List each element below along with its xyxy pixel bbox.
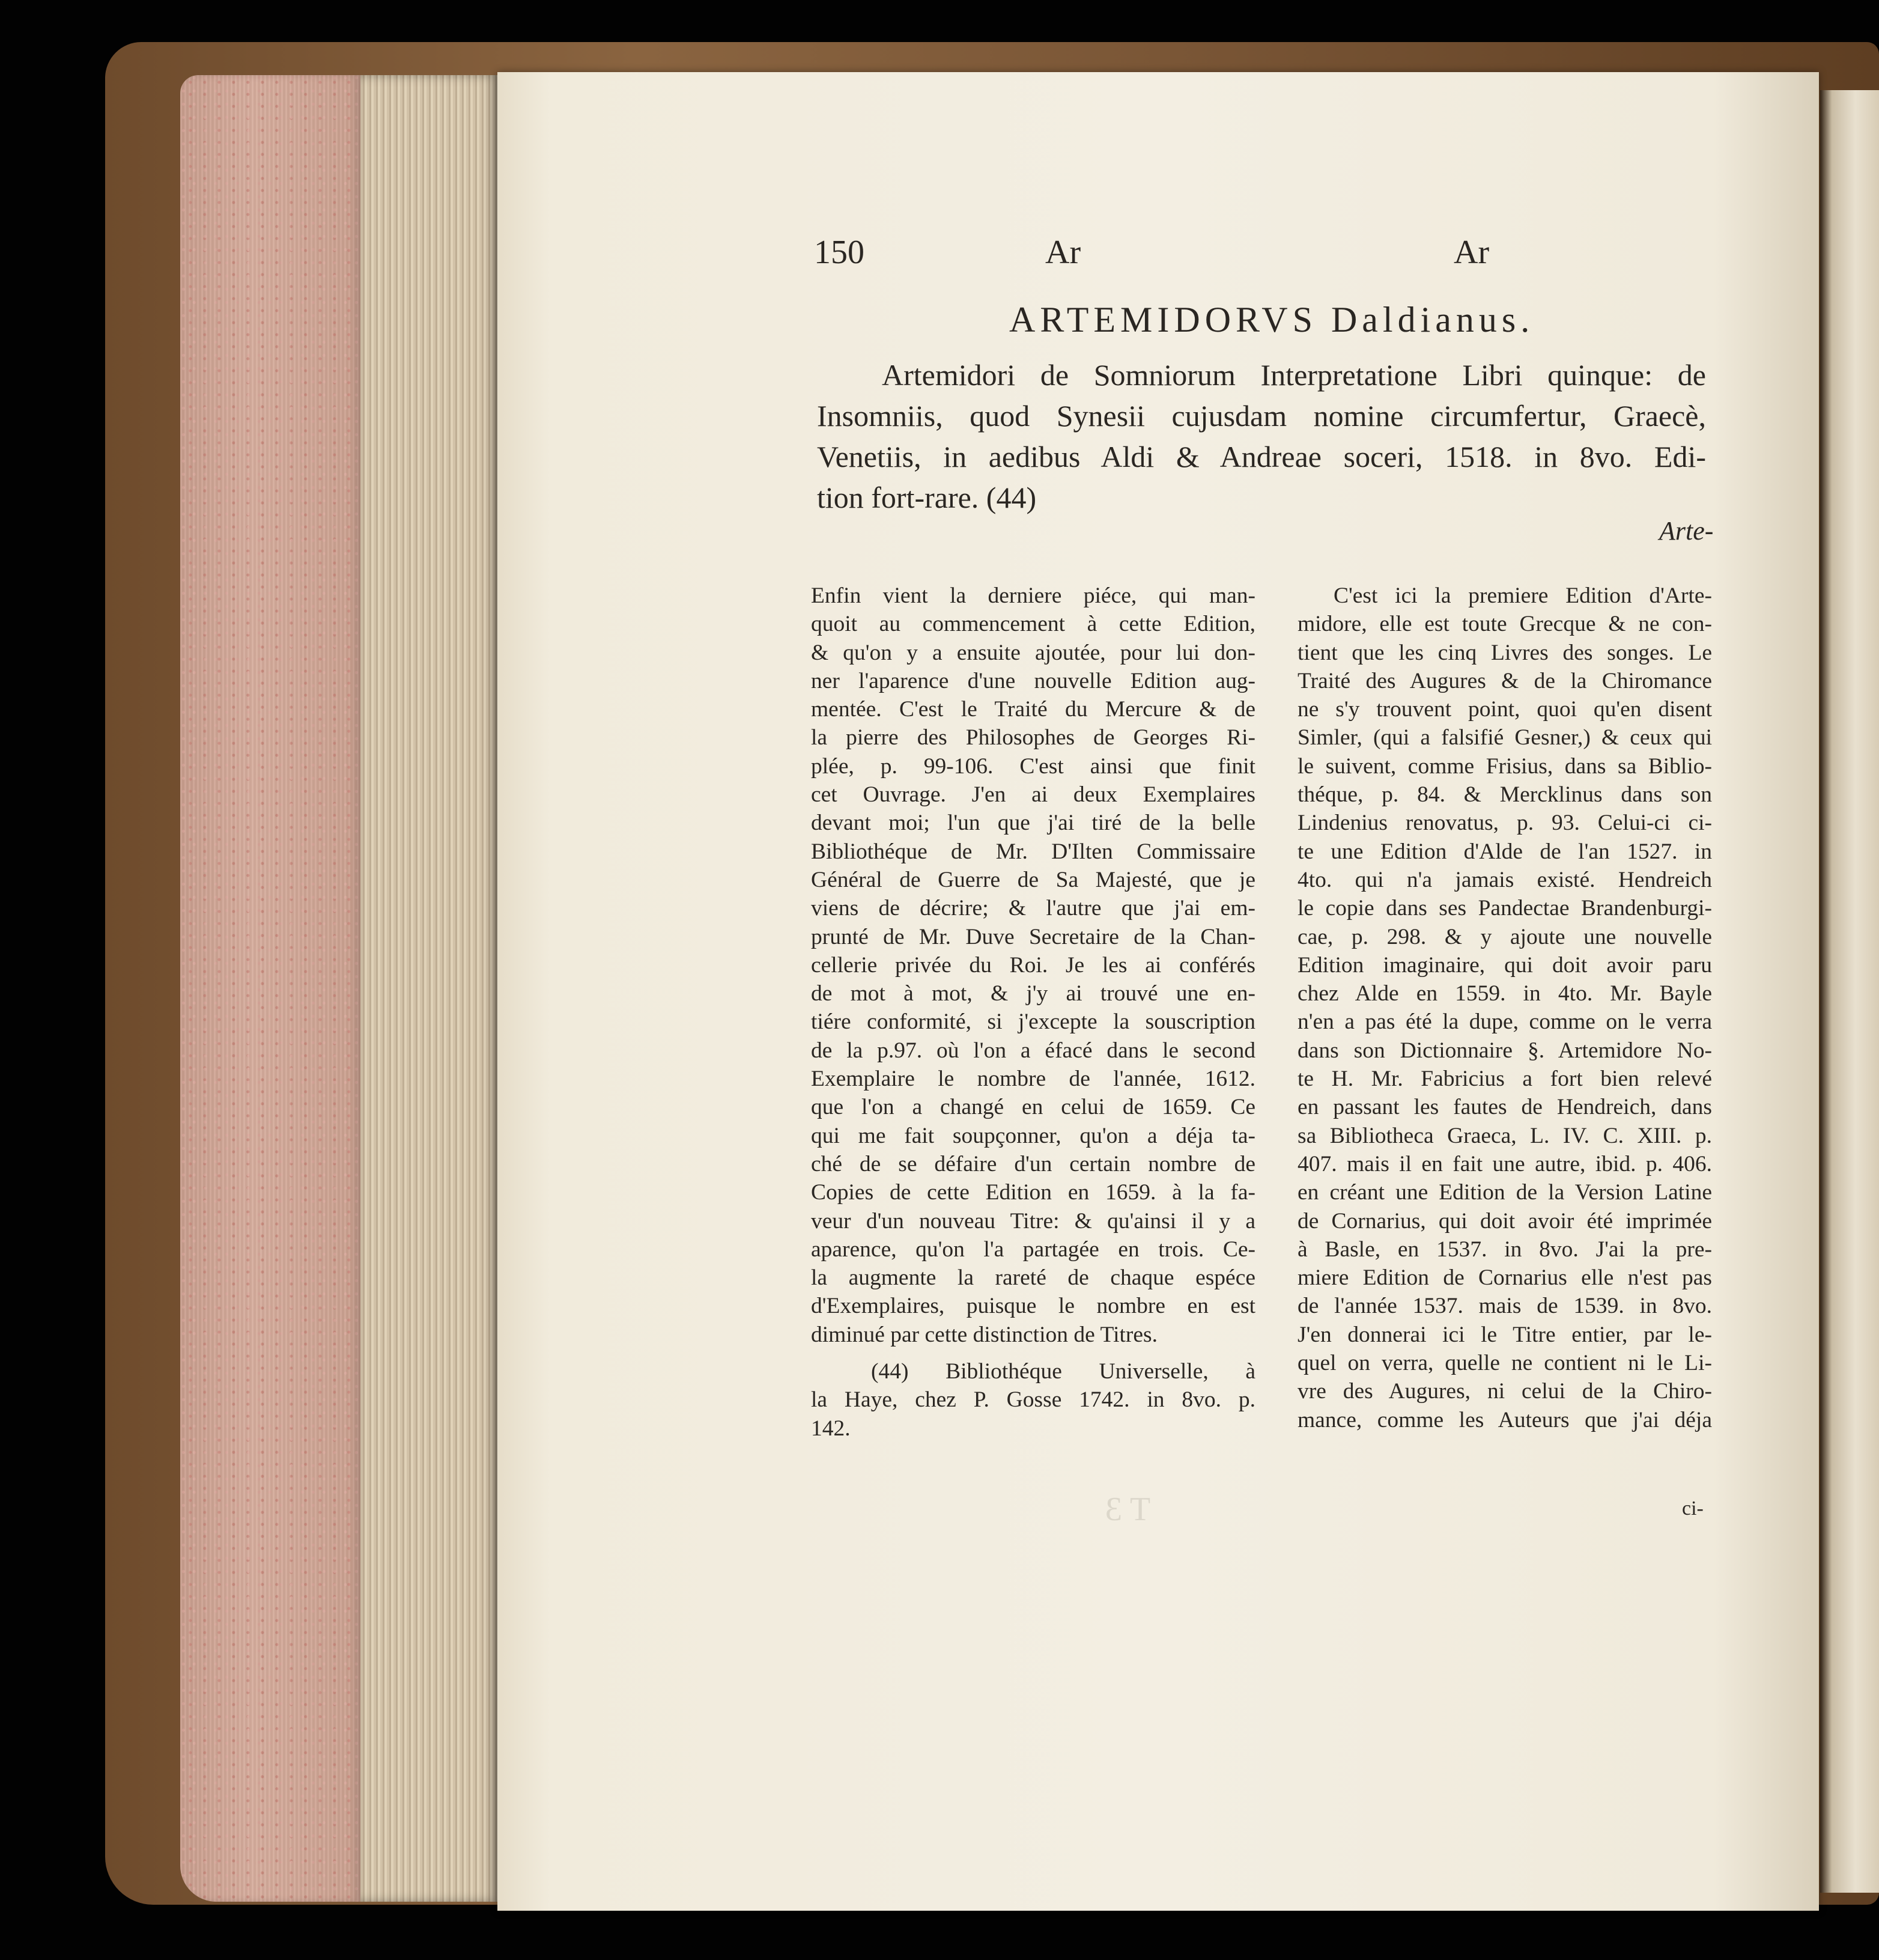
right-column-line: ne s'y trouvent point, quoi qu'en disent <box>1298 697 1712 722</box>
left-column-line: tiére conformité, si j'excepte la souscription <box>811 1009 1255 1035</box>
right-column-line: en créant une Edition de la Version Latine <box>1298 1180 1712 1205</box>
left-column-line: prunté de Mr. Duve Secretaire de la Chan- <box>811 924 1255 949</box>
left-column-line: cellerie privée du Roi. Je les ai conférés <box>811 952 1255 978</box>
right-column-line: de Cornarius, qui doit avoir été imprimée <box>1298 1208 1712 1234</box>
catchword-top: Arte- <box>1659 516 1714 546</box>
right-column-line: n'en a pas été la dupe, comme on le verra <box>1298 1009 1712 1035</box>
right-column-line: 4to. qui n'a jamais existé. Hendreich <box>1298 867 1712 892</box>
left-column-line: que l'on a changé en celui de 1659. Ce <box>811 1095 1255 1120</box>
catchword-bottom: ci- <box>1682 1497 1704 1520</box>
footnote-line: (44) Bibliothéque Universelle, à <box>871 1359 1255 1384</box>
left-column-line: veur d'un nouveau Titre: & qu'ainsi il y a <box>811 1208 1255 1234</box>
left-column-line: Enfin vient la derniere piéce, qui man- <box>811 583 1255 608</box>
left-column-line: Exemplaire le nombre de l'année, 1612. <box>811 1067 1255 1092</box>
entry-title-line: tion fort-rare. (44) <box>817 481 1037 514</box>
right-column-line: mance, comme les Auteurs que j'ai déja <box>1298 1407 1712 1432</box>
right-column-line: Traité des Augures & de la Chiromance <box>1298 668 1712 693</box>
left-column-line: & qu'on y a ensuite ajoutée, pour lui don- <box>811 640 1255 665</box>
left-column-line: quoit au commencement à cette Edition, <box>811 612 1255 637</box>
show-through-signature: T 3 <box>1105 1491 1151 1528</box>
right-column-line: théque, p. 84. & Mercklinus dans son <box>1298 782 1712 808</box>
right-column-line: midore, elle est toute Grecque & ne con- <box>1298 612 1712 637</box>
right-column-line: J'en donnerai ici le Titre entier, par le- <box>1298 1322 1712 1347</box>
right-column-line: 407. mais il en fait une autre, ibid. p. 406. <box>1298 1151 1712 1176</box>
right-column-line: tient que les cinq Livres des songes. Le <box>1298 640 1712 665</box>
left-column-line: viens de décrire; & l'autre que j'ai em- <box>811 896 1255 921</box>
left-column-line: la augmente la rareté de chaque espéce <box>811 1265 1255 1291</box>
footnote-line: la Haye, chez P. Gosse 1742. in 8vo. p. <box>811 1387 1255 1413</box>
right-column-line: miere Edition de Cornarius elle n'est pas <box>1298 1265 1712 1291</box>
sprinkled-page-edge <box>180 75 360 1902</box>
right-column-line: en passant les fautes de Hendreich, dans <box>1298 1095 1712 1120</box>
right-column-line: te H. Mr. Fabricius a fort bien relevé <box>1298 1067 1712 1092</box>
left-column-line: devant moi; l'un que j'ai tiré de la belle <box>811 811 1255 836</box>
left-column-line: Général de Guerre de Sa Majesté, que je <box>811 867 1255 892</box>
left-column-line: ché de se défaire d'un certain nombre de <box>811 1151 1255 1176</box>
footnote-line: 142. <box>811 1416 851 1441</box>
page-number: 150 <box>814 234 864 271</box>
left-column-line: d'Exemplaires, puisque le nombre en est <box>811 1294 1255 1319</box>
right-column-line: vre des Augures, ni celui de la Chiro- <box>1298 1379 1712 1404</box>
right-column-line: à Basle, en 1537. in 8vo. J'ai la pre- <box>1298 1237 1712 1262</box>
left-column-line: Bibliothéque de Mr. D'Ilten Commissaire <box>811 839 1255 864</box>
left-column-line: cet Ouvrage. J'en ai deux Exemplaires <box>811 782 1255 808</box>
right-column-line: te une Edition d'Alde de l'an 1527. in <box>1298 839 1712 864</box>
facing-page-edge <box>1820 90 1879 1893</box>
left-column-line: Copies de cette Edition en 1659. à la fa- <box>811 1180 1255 1205</box>
left-column-line: diminué par cette distinction de Titres. <box>811 1322 1158 1347</box>
right-column-line: dans son Dictionnaire §. Artemidore No- <box>1298 1038 1712 1063</box>
right-column-line: quel on verra, quelle ne contient ni le Li- <box>1298 1351 1712 1376</box>
right-column-line: cae, p. 298. & y ajoute une nouvelle <box>1298 924 1712 949</box>
left-column-line: de la p.97. où l'on a éfacé dans le second <box>811 1038 1255 1063</box>
right-column-line: sa Bibliotheca Graeca, L. IV. C. XIII. p. <box>1298 1123 1712 1148</box>
right-column-line: de l'année 1537. mais de 1539. in 8vo. <box>1298 1294 1712 1319</box>
entry-title <box>817 355 1706 518</box>
right-column-line: Simler, (qui a falsifié Gesner,) & ceux qui <box>1298 725 1712 750</box>
entry-heading: ARTEMIDORVS Daldianus. <box>1009 300 1535 339</box>
right-column <box>1298 582 1712 1434</box>
left-column-line: de mot à mot, & j'y ai trouvé une en- <box>811 981 1255 1006</box>
running-head-right: Ar <box>1454 234 1490 271</box>
left-column-line: la pierre des Philosophes de Georges Ri- <box>811 725 1255 750</box>
left-column-line: qui me fait soupçonner, qu'on a déja ta- <box>811 1123 1255 1148</box>
right-column-line: chez Alde en 1559. in 4to. Mr. Bayle <box>1298 981 1712 1006</box>
left-column-line: plée, p. 99-106. C'est ainsi que finit <box>811 753 1255 779</box>
right-column-line: le suivent, comme Frisius, dans sa Biblio- <box>1298 753 1712 779</box>
left-column <box>811 582 1255 1443</box>
running-head-left: Ar <box>1045 234 1081 271</box>
right-column-line: C'est ici la premiere Edition d'Arte- <box>1334 583 1712 608</box>
left-column-line: ner l'aparence d'une nouvelle Edition aug- <box>811 668 1255 693</box>
left-column-line: mentée. C'est le Traité du Mercure & de <box>811 697 1255 722</box>
entry-title-line: Artemidori de Somniorum Interpretatione Libri quinque: de <box>882 358 1706 392</box>
entry-title-line: Insomniis, quod Synesii cujusdam nomine circumfertur, Graecè, <box>817 399 1706 433</box>
footnote <box>811 1357 1255 1443</box>
page-gutter <box>360 75 499 1902</box>
entry-title-line: Venetiis, in aedibus Aldi & Andreae soceri, 1518. in 8vo. Edi- <box>817 440 1706 473</box>
right-column-line: Edition imaginaire, qui doit avoir paru <box>1298 952 1712 978</box>
right-column-line: Lindenius renovatus, p. 93. Celui-ci ci- <box>1298 811 1712 836</box>
right-column-line: le copie dans ses Pandectae Brandenburgi- <box>1298 896 1712 921</box>
left-column-line: aparence, qu'on l'a partagée en trois. Ce- <box>811 1237 1255 1262</box>
